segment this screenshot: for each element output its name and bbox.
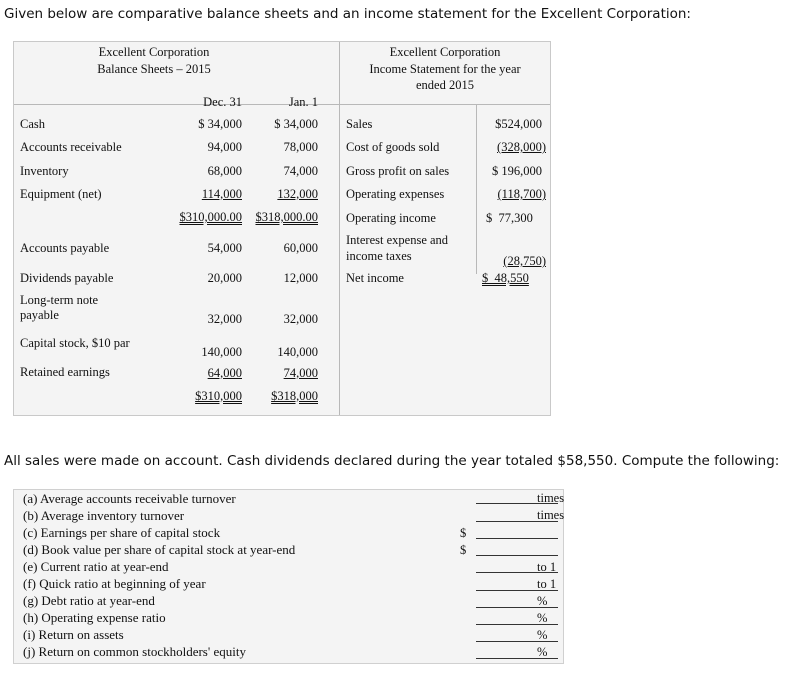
bs-row-label: Long-term note	[20, 293, 99, 307]
bs-row-label: Accounts receivable	[20, 140, 122, 154]
answer-c-input[interactable]	[476, 538, 558, 539]
bs-row-label: Retained earnings	[20, 365, 110, 379]
question-d: (d) Book value per share of capital stock at year-end	[23, 542, 296, 557]
answer-i-unit: %	[537, 628, 548, 642]
question-b: (b) Average inventory turnover	[23, 508, 185, 523]
is-row-label-cont: income taxes	[346, 249, 412, 263]
bs-row-jan: 140,000	[277, 345, 318, 359]
is-title-cont: ended 2015	[416, 78, 474, 92]
answer-e-unit: to 1	[537, 560, 557, 574]
bs-row-jan: 12,000	[283, 271, 318, 285]
bs-row-jan: 132,000	[277, 187, 318, 201]
answer-h-unit: %	[537, 611, 548, 625]
is-row-label: Operating expenses	[346, 187, 445, 201]
bs-row-jan: 74,000	[283, 164, 318, 178]
bs-row-dec: 68,000	[207, 164, 242, 178]
question-e: (e) Current ratio at year-end	[23, 559, 169, 574]
bs-row-jan: 32,000	[283, 312, 318, 326]
bs-row-label: Equipment (net)	[20, 187, 102, 201]
is-row-label: Gross profit on sales	[346, 164, 450, 178]
bs-row-jan: 78,000	[283, 140, 318, 154]
is-title: Income Statement for the year	[369, 62, 521, 76]
bs-row-dec: 20,000	[207, 271, 242, 285]
answer-b-unit: times	[537, 508, 565, 522]
bs-total-equities-dec: $310,000	[195, 389, 242, 403]
question-g: (g) Debt ratio at year-end	[23, 593, 155, 608]
bs-row-label-cont: payable	[20, 308, 59, 322]
answer-c-prefix: $	[460, 526, 467, 540]
bs-row-label: Dividends payable	[20, 271, 114, 285]
bs-row-dec: 114,000	[201, 187, 242, 201]
bs-row-label: Capital stock, $10 par	[20, 336, 130, 350]
question-c: (c) Earnings per share of capital stock	[23, 525, 221, 540]
intro-text: Given below are comparative balance sheets and an income statement for the Excellent Corporation:	[4, 6, 691, 22]
is-row-value: (28,750)	[503, 254, 546, 268]
bs-row-dec: 140,000	[201, 345, 242, 359]
answer-d-input[interactable]	[476, 555, 558, 556]
is-company: Excellent Corporation	[389, 45, 501, 59]
financial-statements-panel	[13, 41, 551, 416]
bs-row-jan: 60,000	[283, 241, 318, 255]
bs-row-label: Cash	[20, 117, 45, 131]
bs-row-label: Inventory	[20, 164, 69, 178]
bs-row-dec: 64,000	[207, 366, 242, 380]
answer-a-unit: times	[537, 491, 565, 505]
bs-row-dec: 54,000	[207, 241, 242, 255]
is-row-label: Sales	[346, 117, 373, 131]
bs-row-dec: 94,000	[207, 140, 242, 154]
is-net-income-value: $ 48,550	[482, 271, 529, 285]
question-h: (h) Operating expense ratio	[23, 610, 166, 625]
is-row-label: Interest expense and	[346, 233, 449, 247]
bs-col-dec31: Dec. 31	[203, 95, 242, 109]
question-f: (f) Quick ratio at beginning of year	[23, 576, 206, 591]
bs-col-jan1: Jan. 1	[288, 95, 318, 109]
is-row-value: (118,700)	[497, 187, 546, 201]
bs-row-dec: $ 34,000	[198, 117, 242, 131]
answer-d-prefix: $	[460, 543, 467, 557]
bs-row-jan: 74,000	[283, 366, 318, 380]
is-row-label: Operating income	[346, 211, 436, 225]
bs-row-jan: $ 34,000	[274, 117, 318, 131]
is-row-value: $524,000	[495, 117, 542, 131]
question-i: (i) Return on assets	[23, 627, 124, 642]
answer-g-unit: %	[537, 594, 548, 608]
is-row-label: Cost of goods sold	[346, 140, 440, 154]
instructions-text: All sales were made on account. Cash dividends declared during the year totaled $58,550. Compute the following:	[4, 453, 780, 469]
bs-row-label: Accounts payable	[20, 241, 110, 255]
answer-f-unit: to 1	[537, 577, 557, 591]
question-a: (a) Average accounts receivable turnover	[23, 491, 236, 506]
bs-row-dec: 32,000	[207, 312, 242, 326]
bs-title: Balance Sheets – 2015	[97, 62, 211, 76]
bs-company: Excellent Corporation	[98, 45, 210, 59]
bs-total-assets-jan: $318,000.00	[255, 210, 318, 224]
question-j: (j) Return on common stockholders' equity	[23, 644, 246, 659]
is-row-value: (328,000)	[497, 140, 546, 154]
bs-total-assets-dec: $310,000.00	[179, 210, 242, 224]
bs-total-equities-jan: $318,000	[271, 389, 318, 403]
is-row-value: $ 77,300	[486, 211, 533, 225]
is-row-label: Net income	[346, 271, 404, 285]
questions-panel	[13, 489, 564, 664]
answer-j-unit: %	[537, 645, 548, 659]
is-row-value: $ 196,000	[492, 164, 542, 178]
